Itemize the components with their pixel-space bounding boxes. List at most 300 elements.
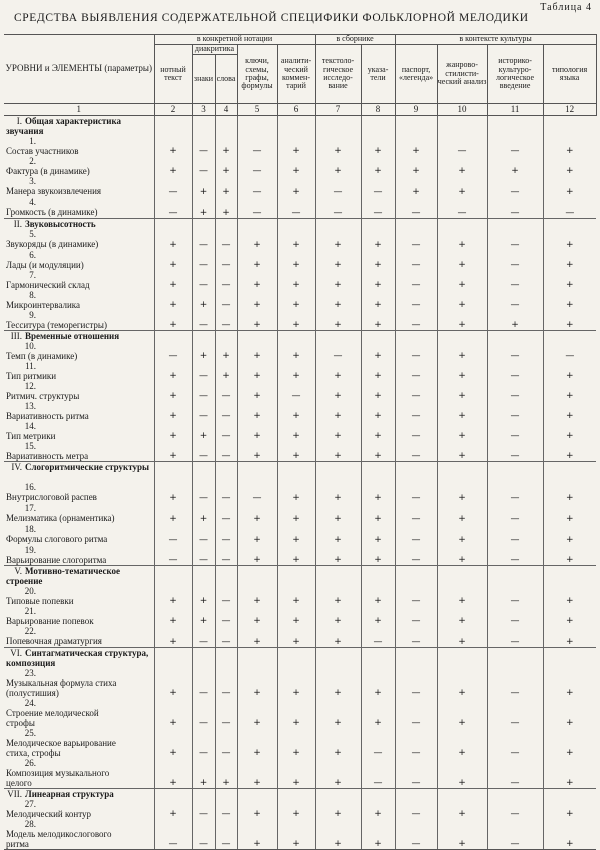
mark-cell: + — [237, 545, 277, 566]
empty-cell — [361, 566, 395, 587]
mark-cell: + — [315, 156, 361, 176]
mark-cell: + — [361, 401, 395, 421]
mark-cell: — — [395, 524, 437, 545]
mark-cell: + — [543, 819, 596, 850]
empty-cell — [192, 566, 215, 587]
mark-cell: + — [315, 421, 361, 441]
mark-cell: + — [361, 819, 395, 850]
mark-cell: + — [237, 503, 277, 524]
mark-cell: — — [215, 799, 237, 819]
mark-cell: + — [437, 250, 487, 270]
mark-cell: + — [543, 626, 596, 647]
empty-cell — [361, 331, 395, 342]
mark-cell: — — [154, 341, 192, 361]
empty-cell — [361, 647, 395, 668]
col-slova-header: слова — [215, 55, 237, 104]
empty-cell — [543, 116, 596, 137]
empty-cell — [543, 788, 596, 799]
mark-cell: + — [154, 290, 192, 310]
parameter-number: 13. — [24, 401, 36, 411]
mark-cell: + — [237, 698, 277, 728]
section-title: Мотивно-тематическое строение — [6, 566, 121, 586]
mark-cell: — — [215, 421, 237, 441]
mark-cell: — — [395, 441, 437, 462]
parameter-name: Громкость (в динамике) — [6, 207, 98, 217]
parameter-name: Тесситура (теморегистры) — [6, 319, 107, 330]
mark-cell: + — [315, 381, 361, 401]
mark-cell: — — [154, 197, 192, 218]
section-title: Линеарная структура — [25, 788, 114, 799]
mark-cell: — — [192, 482, 215, 503]
mark-cell: — — [395, 341, 437, 361]
mark-cell: — — [487, 361, 543, 381]
mark-cell: + — [277, 626, 315, 647]
mark-cell: — — [361, 758, 395, 789]
parameter-label — [4, 421, 154, 441]
mark-cell: + — [154, 310, 192, 331]
empty-cell — [361, 218, 395, 229]
parameter-number: 10. — [24, 341, 36, 351]
mark-cell: + — [192, 606, 215, 626]
parameter-name: Типовые попевки — [6, 596, 74, 606]
empty-cell — [237, 566, 277, 587]
parameter-number: 20. — [24, 586, 36, 596]
mark-cell: + — [237, 441, 277, 462]
empty-cell — [543, 462, 596, 482]
mark-cell: + — [192, 758, 215, 789]
parameter-number: 3. — [29, 176, 36, 186]
mark-cell: — — [395, 290, 437, 310]
mark-cell: + — [215, 361, 237, 381]
parameter-name: Музыкальная формула стиха (полустишия) — [6, 677, 117, 698]
mark-cell: — — [215, 819, 237, 850]
col-textolog-header: текстологическое исследование — [315, 45, 361, 104]
mark-cell: + — [277, 361, 315, 381]
mark-cell: + — [543, 482, 596, 503]
column-number: 1 — [4, 104, 154, 116]
mark-cell: + — [315, 758, 361, 789]
mark-cell: + — [543, 229, 596, 250]
mark-cell: + — [237, 819, 277, 850]
mark-cell: — — [315, 341, 361, 361]
mark-cell: — — [487, 441, 543, 462]
mark-cell: + — [315, 361, 361, 381]
parameter-name: Мелодическое варьирование стиха, строфы — [6, 737, 116, 758]
empty-cell — [215, 647, 237, 668]
mark-cell: + — [277, 270, 315, 290]
mark-cell: + — [487, 156, 543, 176]
section-heading — [4, 788, 154, 799]
col-istoriko-header: историко-культурологическое введение — [487, 45, 543, 104]
parameter-name: Варьирование попевок — [6, 616, 94, 626]
mark-cell: + — [437, 728, 487, 758]
column-number: 2 — [154, 104, 192, 116]
mark-cell: — — [395, 799, 437, 819]
mark-cell: — — [487, 176, 543, 197]
parameter-label — [4, 250, 154, 270]
parameter-name: Фактура (в динамике) — [6, 166, 90, 176]
column-number: 3 — [192, 104, 215, 116]
mark-cell: + — [543, 586, 596, 606]
mark-cell: + — [277, 799, 315, 819]
mark-cell: + — [437, 626, 487, 647]
mark-cell: + — [192, 503, 215, 524]
column-number: 12 — [543, 104, 596, 116]
parameter-name: Вариативность метра — [6, 451, 89, 461]
empty-cell — [361, 462, 395, 482]
parameter-name: Мелодический контур — [6, 808, 92, 819]
mark-cell: + — [277, 524, 315, 545]
col-zhanrovo-header: жанрово-стилистический анализ — [437, 45, 487, 104]
parameter-name: Звукоряды (в динамике) — [6, 238, 99, 249]
parameter-name: Темп (в динамике) — [6, 351, 78, 361]
parameter-number: 28. — [24, 818, 36, 829]
mark-cell: + — [361, 799, 395, 819]
mark-cell: — — [395, 401, 437, 421]
empty-cell — [154, 566, 192, 587]
empty-cell — [487, 116, 543, 137]
mark-cell: + — [361, 381, 395, 401]
parameter-label — [4, 758, 154, 789]
section-roman-numeral: I. — [16, 116, 22, 126]
parameter-label — [4, 698, 154, 728]
parameter-number: 5. — [29, 228, 36, 239]
empty-cell — [315, 566, 361, 587]
mark-cell: + — [154, 586, 192, 606]
parameter-label — [4, 229, 154, 250]
section-roman-numeral: VI. — [10, 647, 22, 658]
mark-cell: + — [361, 250, 395, 270]
empty-cell — [154, 116, 192, 137]
parameter-name: Композиция музыкального целого — [6, 767, 110, 788]
col-tipologia-header: типология языка — [543, 45, 596, 104]
mark-cell: — — [192, 310, 215, 331]
mark-cell: + — [361, 290, 395, 310]
mark-cell: + — [237, 586, 277, 606]
mark-cell: + — [277, 229, 315, 250]
mark-cell: + — [277, 482, 315, 503]
mark-cell: + — [315, 606, 361, 626]
mark-cell: + — [237, 524, 277, 545]
mark-cell: + — [543, 421, 596, 441]
mark-cell: + — [154, 136, 192, 156]
mark-cell: + — [237, 758, 277, 789]
mark-cell: + — [437, 401, 487, 421]
section-heading — [4, 566, 154, 587]
mark-cell: — — [487, 381, 543, 401]
mark-cell: + — [437, 799, 487, 819]
mark-cell: + — [361, 156, 395, 176]
parameter-label — [4, 290, 154, 310]
mark-cell: + — [543, 606, 596, 626]
mark-cell: + — [192, 176, 215, 197]
mark-cell: — — [543, 341, 596, 361]
parameter-number: 17. — [24, 502, 36, 513]
mark-cell: + — [315, 270, 361, 290]
mark-cell: + — [215, 197, 237, 218]
empty-cell — [315, 647, 361, 668]
parameter-label — [4, 381, 154, 401]
mark-cell: — — [487, 482, 543, 503]
mark-cell: + — [315, 441, 361, 462]
parameter-number: 22. — [24, 626, 36, 636]
parameter-label — [4, 401, 154, 421]
empty-cell — [237, 462, 277, 482]
mark-cell: + — [361, 310, 395, 331]
mark-cell: + — [543, 270, 596, 290]
parameter-label — [4, 156, 154, 176]
mark-cell: — — [215, 698, 237, 728]
mark-cell: — — [487, 758, 543, 789]
mark-cell: — — [395, 606, 437, 626]
mark-cell: + — [237, 229, 277, 250]
mark-cell: + — [237, 361, 277, 381]
mark-cell: + — [437, 606, 487, 626]
mark-cell: + — [215, 341, 237, 361]
mark-cell: — — [215, 668, 237, 698]
parameter-name: Лады (и модуляции) — [6, 259, 84, 270]
parameter-name: Тип ритмики — [6, 371, 57, 381]
mark-cell: — — [237, 176, 277, 197]
mark-cell: + — [154, 482, 192, 503]
mark-cell: + — [277, 341, 315, 361]
group-notation-header: в конкретной нотации — [154, 35, 315, 45]
empty-cell — [215, 116, 237, 137]
mark-cell: + — [315, 503, 361, 524]
col-notny-header: нотный текст — [154, 45, 192, 104]
parameter-label — [4, 341, 154, 361]
mark-cell: + — [437, 586, 487, 606]
mark-cell: — — [192, 626, 215, 647]
mark-cell: + — [315, 728, 361, 758]
empty-cell — [543, 331, 596, 342]
mark-cell: + — [437, 668, 487, 698]
mark-cell: + — [437, 545, 487, 566]
mark-cell: + — [437, 290, 487, 310]
mark-cell: — — [215, 229, 237, 250]
mark-cell: + — [437, 421, 487, 441]
parameter-name: Мелизматика (орнаментика) — [6, 512, 115, 523]
mark-cell: + — [154, 698, 192, 728]
empty-cell — [277, 331, 315, 342]
parameter-name: Попевочная драматургия — [6, 636, 102, 646]
group-collection-header: в сборнике — [315, 35, 395, 45]
table-number: Таблица 4 — [540, 2, 592, 13]
mark-cell: — — [192, 668, 215, 698]
mark-cell: — — [487, 197, 543, 218]
empty-cell — [437, 116, 487, 137]
empty-cell — [237, 788, 277, 799]
mark-cell: + — [237, 626, 277, 647]
mark-cell: + — [543, 176, 596, 197]
mark-cell: + — [437, 524, 487, 545]
section-title: Общая характеристика звучания — [6, 116, 122, 136]
parameter-number: 12. — [24, 381, 36, 391]
mark-cell: + — [437, 503, 487, 524]
mark-cell: + — [361, 441, 395, 462]
parameter-number: 24. — [24, 697, 36, 708]
mark-cell: + — [437, 482, 487, 503]
empty-cell — [215, 566, 237, 587]
parameter-name: Вариативность ритма — [6, 411, 89, 421]
mark-cell: + — [437, 441, 487, 462]
mark-cell: + — [543, 758, 596, 789]
mark-cell: + — [154, 606, 192, 626]
mark-cell: + — [437, 310, 487, 331]
mark-cell: + — [315, 524, 361, 545]
empty-cell — [277, 566, 315, 587]
parameter-number: 4. — [29, 197, 36, 207]
parameter-label — [4, 482, 154, 503]
mark-cell: — — [215, 270, 237, 290]
mark-cell: + — [361, 270, 395, 290]
mark-cell: — — [215, 290, 237, 310]
empty-cell — [315, 331, 361, 342]
mark-cell: + — [277, 503, 315, 524]
empty-cell — [215, 462, 237, 482]
parameter-label — [4, 606, 154, 626]
mark-cell: + — [154, 401, 192, 421]
empty-cell — [437, 647, 487, 668]
mark-cell: — — [395, 229, 437, 250]
mark-cell: + — [277, 668, 315, 698]
mark-cell: + — [154, 799, 192, 819]
mark-cell: + — [277, 819, 315, 850]
mark-cell: + — [192, 290, 215, 310]
mark-cell: + — [361, 503, 395, 524]
mark-cell: + — [154, 728, 192, 758]
parameter-number: 1. — [29, 136, 36, 146]
mark-cell: + — [237, 421, 277, 441]
parameter-number: 14. — [24, 421, 36, 431]
mark-cell: + — [437, 381, 487, 401]
empty-cell — [277, 218, 315, 229]
mark-cell: — — [154, 176, 192, 197]
mark-cell: + — [315, 668, 361, 698]
mark-cell: + — [543, 545, 596, 566]
empty-cell — [192, 647, 215, 668]
mark-cell: + — [361, 421, 395, 441]
section-roman-numeral: II. — [13, 218, 22, 229]
mark-cell: — — [277, 197, 315, 218]
mark-cell: — — [192, 698, 215, 728]
mark-cell: + — [237, 799, 277, 819]
mark-cell: — — [395, 361, 437, 381]
mark-cell: + — [487, 310, 543, 331]
col-ukazateli-header: указатели — [361, 45, 395, 104]
mark-cell: + — [315, 482, 361, 503]
parameter-name: Варьирование слогоритма — [6, 554, 107, 565]
mark-cell: + — [277, 290, 315, 310]
mark-cell: — — [192, 270, 215, 290]
mark-cell: — — [192, 799, 215, 819]
mark-cell: — — [237, 197, 277, 218]
mark-cell: — — [487, 136, 543, 156]
parameter-label — [4, 361, 154, 381]
mark-cell: — — [192, 381, 215, 401]
mark-cell: — — [395, 758, 437, 789]
mark-cell: — — [395, 381, 437, 401]
mark-cell: + — [192, 421, 215, 441]
col-pasport-header: паспорт, «легенда» — [395, 45, 437, 104]
parameter-label — [4, 310, 154, 331]
empty-cell — [215, 788, 237, 799]
empty-cell — [543, 566, 596, 587]
parameter-number: 8. — [29, 289, 36, 300]
mark-cell: + — [277, 401, 315, 421]
mark-cell: + — [315, 250, 361, 270]
empty-cell — [277, 116, 315, 137]
mark-cell: + — [315, 136, 361, 156]
empty-cell — [437, 218, 487, 229]
section-heading — [4, 462, 154, 482]
mark-cell: + — [192, 197, 215, 218]
empty-cell — [192, 218, 215, 229]
parameter-number: 26. — [24, 757, 36, 768]
empty-cell — [237, 218, 277, 229]
mark-cell: — — [215, 503, 237, 524]
empty-cell — [215, 331, 237, 342]
empty-cell — [277, 647, 315, 668]
parameter-label — [4, 524, 154, 545]
mark-cell: — — [395, 421, 437, 441]
mark-cell: — — [395, 197, 437, 218]
mark-cell: — — [154, 524, 192, 545]
empty-cell — [277, 462, 315, 482]
parameter-number: 16. — [24, 481, 36, 492]
parameter-label — [4, 176, 154, 197]
mark-cell: + — [277, 136, 315, 156]
mark-cell: + — [277, 250, 315, 270]
mark-cell: + — [543, 310, 596, 331]
empty-cell — [277, 788, 315, 799]
mark-cell: + — [277, 545, 315, 566]
mark-cell: — — [487, 626, 543, 647]
parameter-name: Гармонический склад — [6, 279, 90, 290]
mark-cell: + — [154, 229, 192, 250]
mark-cell: + — [395, 176, 437, 197]
parameter-number: 9. — [29, 309, 36, 320]
section-heading — [4, 331, 154, 342]
mark-cell: — — [154, 819, 192, 850]
empty-cell — [154, 788, 192, 799]
mark-cell: — — [487, 799, 543, 819]
mark-cell: — — [395, 503, 437, 524]
empty-cell — [315, 218, 361, 229]
empty-cell — [395, 462, 437, 482]
parameter-number: 21. — [24, 606, 36, 616]
parameter-number: 18. — [24, 523, 36, 534]
mark-cell: + — [277, 586, 315, 606]
section-title: Синтагматическая структура, композиция — [6, 647, 149, 668]
mark-cell: + — [437, 156, 487, 176]
mark-cell: — — [215, 441, 237, 462]
mark-cell: — — [277, 381, 315, 401]
column-number: 7 — [315, 104, 361, 116]
parameter-label — [4, 136, 154, 156]
empty-cell — [487, 788, 543, 799]
mark-cell: — — [395, 482, 437, 503]
mark-cell: — — [315, 197, 361, 218]
folklore-melody-table — [4, 34, 597, 850]
empty-cell — [315, 788, 361, 799]
mark-cell: — — [487, 250, 543, 270]
parameter-name: Строение мелодической строфы — [6, 707, 99, 728]
mark-cell: + — [315, 545, 361, 566]
mark-cell: + — [154, 361, 192, 381]
empty-cell — [192, 116, 215, 137]
mark-cell: + — [315, 819, 361, 850]
